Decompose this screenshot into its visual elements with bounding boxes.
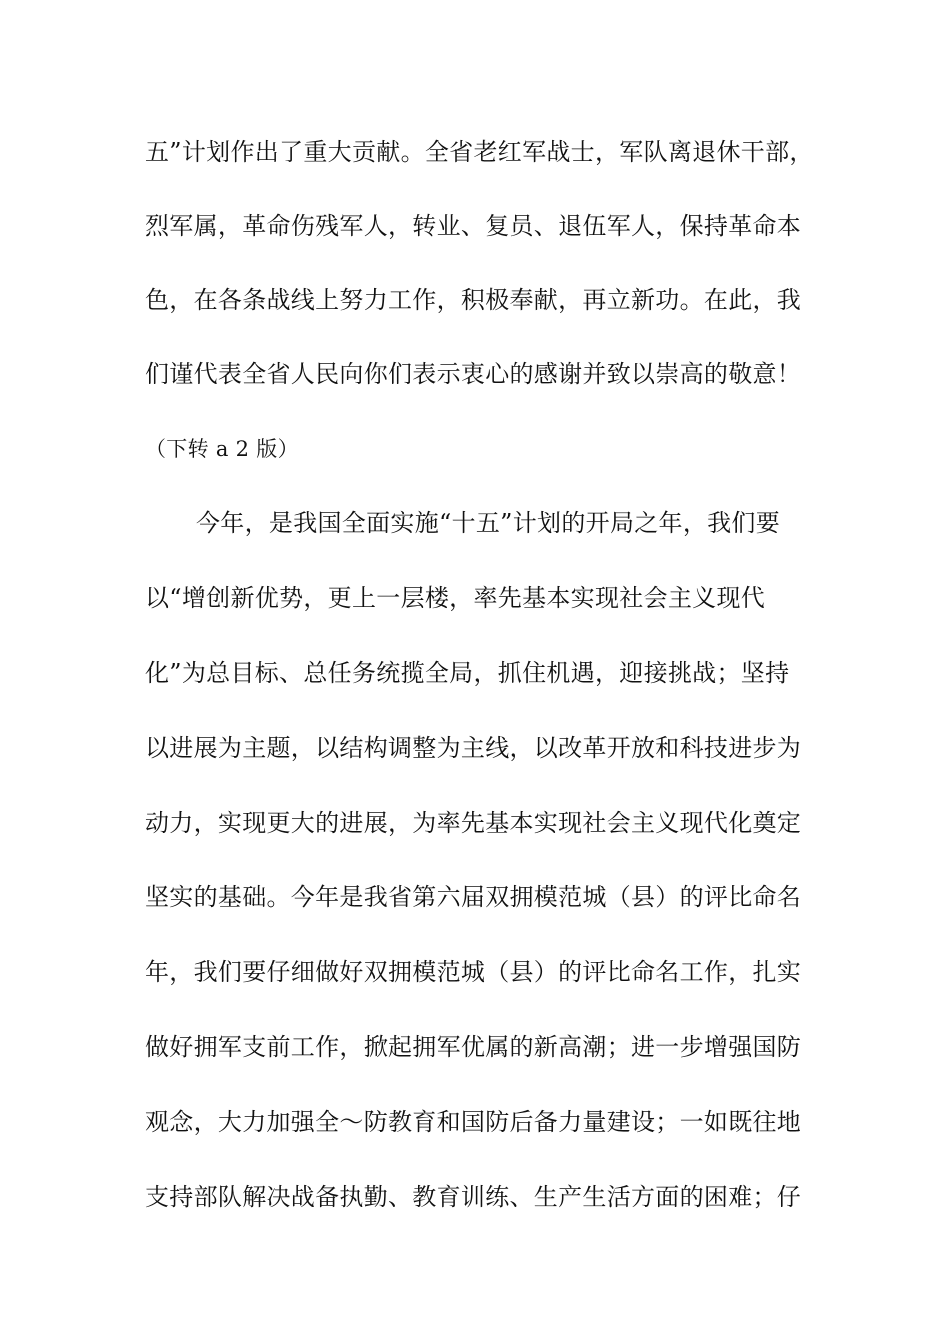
paragraph-2-line-6: 坚实的基础。今年是我省第六届双拥模范城（县）的评比命名: [145, 883, 802, 911]
paragraph-1-line-3: 色，在各条战线上努力工作，积极奉献，再立新功。在此，我: [145, 286, 802, 314]
paragraph-2-line-5: 动力，实现更大的进展，为率先基本实现社会主义现代化奠定: [145, 809, 802, 837]
paragraph-2-line-2: 以“增创新优势，更上一层楼，率先基本实现社会主义现代: [145, 584, 766, 612]
paragraph-2-line-8: 做好拥军支前工作，掀起拥军优属的新高潮；进一步增强国防: [145, 1033, 802, 1061]
paragraph-1-line-2: 烈军属，革命伤残军人，转业、复员、退伍军人，保持革命本: [145, 212, 802, 240]
paragraph-2-line-1: 今年，是我国全面实施“十五”计划的开局之年，我们要: [196, 509, 781, 537]
continuation-note: （下转 a 2 版）: [145, 437, 299, 461]
paragraph-2-line-7: 年，我们要仔细做好双拥模范城（县）的评比命名工作，扎实: [145, 958, 802, 986]
paragraph-1-line-4: 们谨代表全省人民向你们表示衷心的感谢并致以崇高的敬意！: [145, 360, 802, 388]
paragraph-1-line-1: 五”计划作出了重大贡献。全省老红军战士，军队离退休干部，: [145, 138, 814, 166]
paragraph-2-line-4: 以进展为主题，以结构调整为主线，以改革开放和科技进步为: [145, 734, 802, 762]
paragraph-2-line-3: 化”为总目标、总任务统揽全局，抓住机遇，迎接挑战；坚持: [145, 659, 790, 687]
paragraph-2-line-9: 观念，大力加强全～防教育和国防后备力量建设；一如既往地: [145, 1108, 802, 1136]
paragraph-2-line-10: 支持部队解决战备执勤、教育训练、生产生活方面的困难；仔: [145, 1183, 802, 1211]
